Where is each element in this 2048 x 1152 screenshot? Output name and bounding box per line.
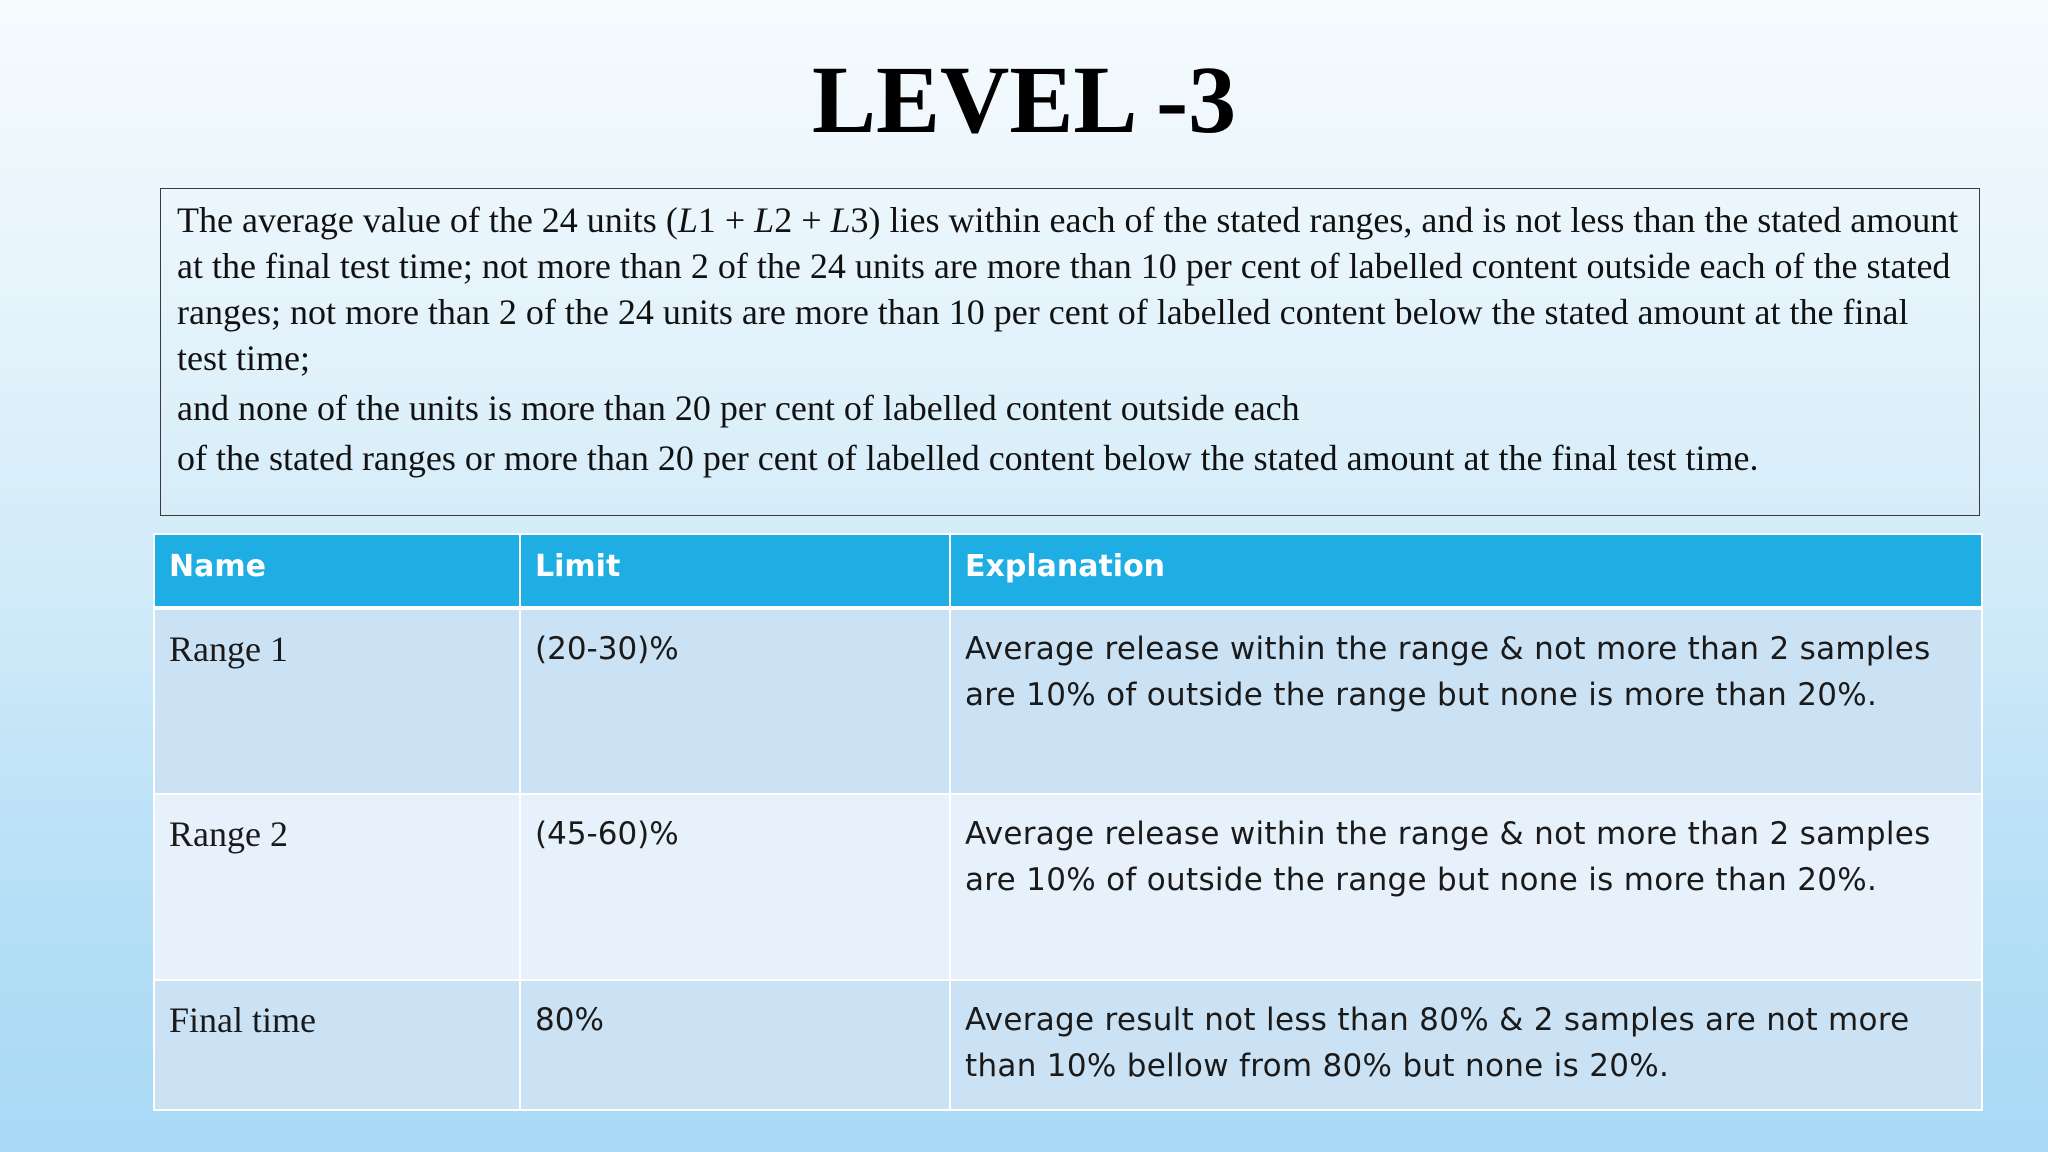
- cell-limit: (45-60)%: [520, 794, 950, 980]
- variable-l: L: [830, 200, 851, 240]
- header-explanation: Explanation: [950, 534, 1982, 608]
- cell-explanation: Average release within the range & not more than 2 samples are 10% of outside the range but none is more than 20%.: [950, 794, 1982, 980]
- cell-name: Range 1: [154, 608, 520, 794]
- table-row: [154, 794, 1982, 980]
- criteria-text-segment: 2 +: [774, 200, 831, 240]
- slide-title: LEVEL -3: [811, 46, 1237, 153]
- table-row: [154, 608, 1982, 794]
- cell-name: Final time: [154, 980, 520, 1110]
- criteria-paragraph-2: and none of the units is more than 20 per cent of labelled content outside each: [177, 388, 1300, 428]
- criteria-paragraph-1: [177, 197, 1963, 381]
- criteria-text-segment: 3) lies within each of the stated ranges, and is not less than the stated amount at the final test time; not more than 2 of the 24 units are more than 10 per cent of labelled content outside each of the stated ranges; not more than 2 of the 24 units are more than 10 per cent of labelled content below the stated amount at the final test time;: [177, 200, 1959, 378]
- table-row: [154, 980, 1982, 1110]
- criteria-text-segment: 1 +: [697, 200, 755, 240]
- variable-l: L: [754, 200, 775, 240]
- criteria-text-box: [160, 188, 1980, 516]
- cell-name: Range 2: [154, 794, 520, 980]
- cell-limit: (20-30)%: [520, 608, 950, 794]
- header-limit: Limit: [520, 534, 950, 608]
- criteria-text-segment: The average value of the 24 units (: [177, 200, 678, 240]
- cell-explanation: Average release within the range & not more than 2 samples are 10% of outside the range but none is more than 20%.: [950, 608, 1982, 794]
- header-name: Name: [154, 534, 520, 608]
- cell-explanation: Average result not less than 80% & 2 samples are not more than 10% bellow from 80% but none is 20%.: [950, 980, 1982, 1110]
- limits-table: [153, 533, 1983, 1111]
- criteria-paragraph-3: of the stated ranges or more than 20 per cent of labelled content below the stated amount at the final test time.: [177, 438, 1759, 478]
- variable-l: L: [677, 200, 698, 240]
- table-header-row: [154, 534, 1982, 608]
- cell-limit: 80%: [520, 980, 950, 1110]
